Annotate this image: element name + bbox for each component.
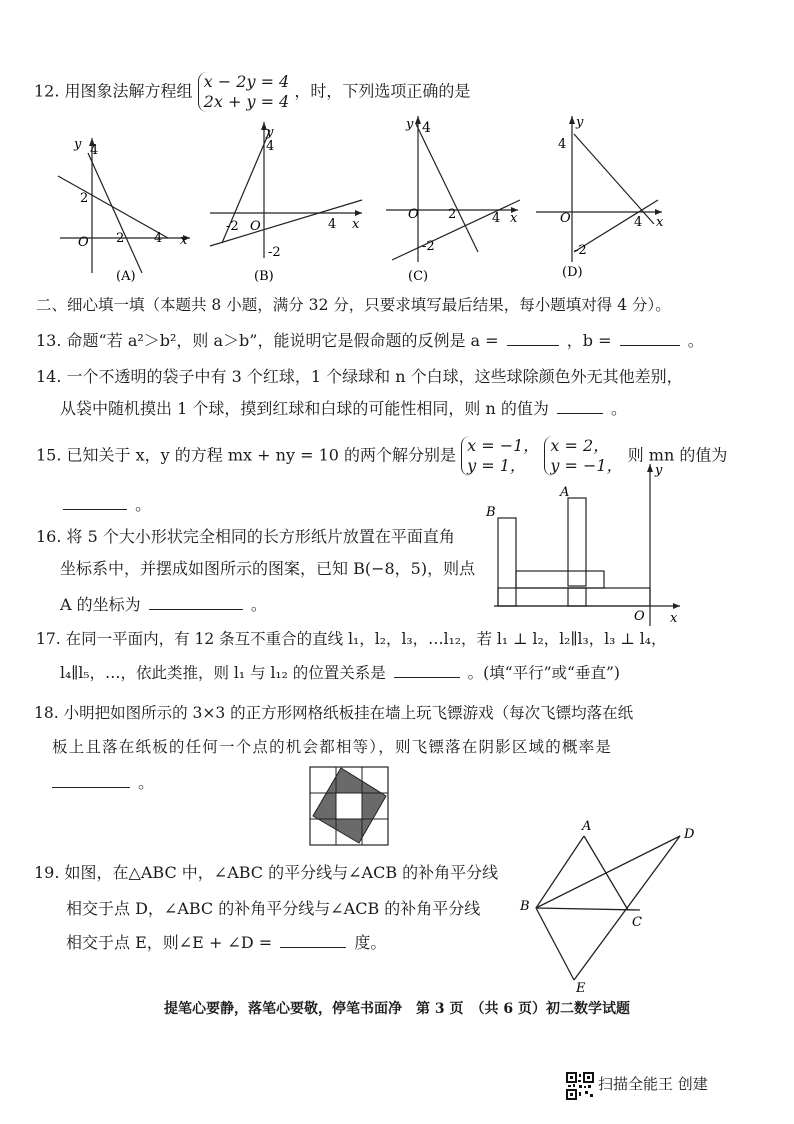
q15-s2a: x = 2，: [550, 436, 610, 455]
q16-end: 。: [250, 595, 267, 614]
question-19: [34, 862, 498, 884]
q19-end: 度。: [354, 933, 387, 952]
q16-figure: [480, 458, 694, 628]
graph-c-label-4y: 4: [422, 120, 431, 136]
q15-s1a: x = −1，: [467, 436, 540, 455]
q15-number: 15.: [36, 445, 62, 465]
q19-blank[interactable]: [280, 933, 346, 948]
graph-a-label-x: x: [180, 233, 188, 248]
q12-number: 12.: [34, 81, 60, 101]
graph-a-line-1: [88, 153, 142, 273]
q16-label-origin: O: [634, 609, 645, 624]
q14-line2: 从袋中随机摸出 1 个球，摸到红球和白球的可能性相同，则 n 的值为: [60, 399, 549, 418]
q17-blank[interactable]: [394, 663, 460, 678]
graph-c-label-neg2y: -2: [422, 239, 435, 254]
graph-b-label-4y: 4: [266, 139, 275, 154]
question-12: [34, 72, 470, 112]
question-17: [36, 628, 666, 650]
graph-d-label-x: x: [656, 215, 664, 230]
q13-blank-b[interactable]: [620, 331, 680, 346]
q19-segment-be: [536, 908, 574, 980]
question-14-line2: [60, 398, 627, 420]
question-19-line2: 相交于点 D，∠ABC 的补角平分线与∠ACB 的补角平分线: [66, 899, 481, 918]
q19-label-d: D: [684, 827, 695, 842]
q18-center-cell: [336, 793, 362, 819]
graph-a-label-2y: 2: [80, 191, 89, 206]
q13-number: 13.: [36, 331, 62, 350]
q16-label-x: x: [670, 611, 678, 626]
q15-s2b: y = −1，: [550, 456, 623, 475]
graph-c-caption: (C): [408, 269, 429, 284]
q14-number: 14.: [36, 367, 62, 386]
q19-label-c: C: [632, 915, 642, 930]
q18-end: 。: [138, 773, 155, 792]
q15-s1b: y = 1，: [467, 456, 526, 475]
question-16-line3: [60, 594, 267, 616]
graph-a-label-origin: O: [78, 235, 89, 250]
question-18-line2: 板上且落在纸板的任何一个点的机会都相等），则飞镖落在阴影区域的概率是: [52, 738, 613, 756]
q15-tail: 则 mn 的值为: [627, 445, 728, 465]
graph-a-line-2: [58, 176, 168, 238]
q19-segment-de: [574, 836, 680, 980]
graph-c-label-y: y: [406, 117, 414, 132]
question-19-line3: [66, 932, 386, 954]
q15-blank[interactable]: [63, 495, 127, 510]
q17-line2b: 。(填“平行”或“垂直”): [467, 664, 620, 682]
graph-d-label-y: y: [576, 115, 584, 130]
graph-c: [380, 112, 530, 288]
scanner-watermark: 扫描全能王 创建: [598, 1075, 708, 1093]
graph-b-label-4x: 4: [328, 217, 337, 232]
q19-segment-ba: [536, 836, 584, 908]
graph-d-label-4x: 4: [634, 215, 643, 230]
q16-label-b: B: [486, 505, 496, 520]
q16-rect-bottom-right: [568, 588, 650, 606]
question-15-line2: [60, 494, 151, 516]
q13-mid: ，b =: [566, 331, 612, 350]
q19-line3: 相交于点 E，则∠E + ∠D =: [66, 933, 273, 952]
graph-a-label-2x: 2: [116, 231, 125, 246]
q13-text: 命题“若 a²＞b²，则 a＞b”，能说明它是假命题的反例是 a =: [66, 331, 499, 350]
graph-b-label-neg2x: -2: [226, 219, 239, 234]
graph-c-label-origin: O: [408, 207, 419, 222]
q16-label-y: y: [655, 463, 663, 478]
question-13: [36, 330, 704, 352]
graph-b-label-x: x: [352, 217, 360, 232]
graph-a-caption: (A): [116, 269, 136, 284]
graph-a-label-4y: 4: [90, 143, 99, 158]
graph-b-label-origin: O: [250, 219, 261, 234]
q17-line1: 在同一平面内，有 12 条互不重合的直线 l₁，l₂，l₃，…l₁₂，若 l₁ ⊥ l₂，l₂∥l₃，l₃ ⊥ l₄，: [65, 630, 667, 648]
graph-c-label-4x: 4: [492, 211, 501, 226]
q18-blank[interactable]: [52, 773, 130, 788]
q19-label-e: E: [576, 981, 586, 994]
graph-d-label-origin: O: [560, 211, 571, 226]
q12-text: 用图象法解方程组: [64, 81, 193, 101]
q19-line1: 如图，在△ABC 中，∠ABC 的平分线与∠ACB 的补角平分线: [64, 863, 499, 882]
graph-b: [202, 118, 372, 288]
section-2-heading: 二、细心填一填（本题共 8 小题，满分 32 分，只要求填写最后结果，每小题填对得 4 分）。: [36, 296, 671, 314]
q18-grid-figure: [309, 766, 389, 846]
q12-equation-system: [198, 72, 290, 112]
question-18-line3: [52, 772, 154, 794]
q16-rect-b: [498, 518, 516, 606]
question-16: [36, 526, 455, 548]
q14-line1: 一个不透明的袋子中有 3 个红球，1 个绿球和 n 个白球，这些球除颜色外无其他差别，: [66, 367, 683, 386]
q18-line1: 小明把如图所示的 3×3 的正方形网格纸板挂在墙上玩飞镖游戏（每次飞镖均落在纸: [63, 704, 634, 722]
q14-end: 。: [611, 399, 628, 418]
q16-line3: A 的坐标为: [60, 595, 141, 614]
q18-number: 18.: [34, 704, 59, 722]
q19-segment-bd: [536, 836, 680, 908]
q16-number: 16.: [36, 527, 62, 546]
question-18: [34, 702, 633, 724]
q19-figure: [510, 810, 706, 994]
q12-tail: ，时，下列选项正确的是: [294, 81, 471, 101]
graph-d-label-4y: 4: [558, 137, 567, 152]
question-14: [36, 366, 683, 388]
question-17-line2: [60, 662, 620, 684]
q16-label-a: A: [560, 485, 570, 500]
graph-c-label-2x: 2: [448, 207, 457, 222]
page-footer: 提笔心要静，落笔心要敬，停笔书面净 第 3 页 （共 6 页）初二数学试题: [164, 1001, 630, 1017]
q15-text: 已知关于 x，y 的方程 mx + ny = 10 的两个解分别是: [66, 445, 457, 465]
q16-line1: 将 5 个大小形状完全相同的长方形纸片放置在平面直角: [66, 527, 455, 546]
graph-c-line-1: [416, 124, 478, 252]
q19-segment-bc: [536, 908, 640, 910]
graph-b-label-y: y: [266, 125, 274, 140]
q16-rect-bottom-left: [498, 588, 586, 606]
graph-a: [50, 128, 200, 288]
graph-b-label-neg2y: -2: [268, 245, 281, 260]
graph-a-label-y: y: [74, 137, 82, 152]
graph-c-label-x: x: [510, 211, 518, 226]
qr-code-icon: [566, 1072, 594, 1100]
graph-a-label-4x: 4: [154, 231, 163, 246]
q17-number: 17.: [36, 630, 61, 648]
question-16-line2: 坐标系中，并摆成如图所示的图案，已知 B(−8，5)，则点: [60, 559, 476, 578]
q12-eq2: 2x + y = 4: [203, 92, 290, 111]
q12-eq1: x − 2y = 4: [203, 72, 290, 91]
q16-rect-a: [568, 498, 586, 586]
q15-end: 。: [135, 495, 152, 514]
graph-d-caption: (D): [562, 265, 583, 280]
graph-d: [530, 112, 670, 288]
q13-blank-a[interactable]: [507, 331, 559, 346]
q16-blank[interactable]: [149, 595, 243, 610]
q16-rect-middle: [516, 571, 604, 588]
graph-b-caption: (B): [254, 269, 274, 284]
q17-line2a: l₄∥l₅，…，依此类推，则 l₁ 与 l₁₂ 的位置关系是: [60, 664, 386, 682]
q14-blank[interactable]: [557, 399, 603, 414]
graph-d-label-neg2y: -2: [574, 243, 587, 258]
q19-label-a: A: [582, 819, 592, 834]
q19-number: 19.: [34, 863, 60, 882]
q13-end: 。: [687, 331, 704, 350]
q19-label-b: B: [520, 899, 530, 914]
